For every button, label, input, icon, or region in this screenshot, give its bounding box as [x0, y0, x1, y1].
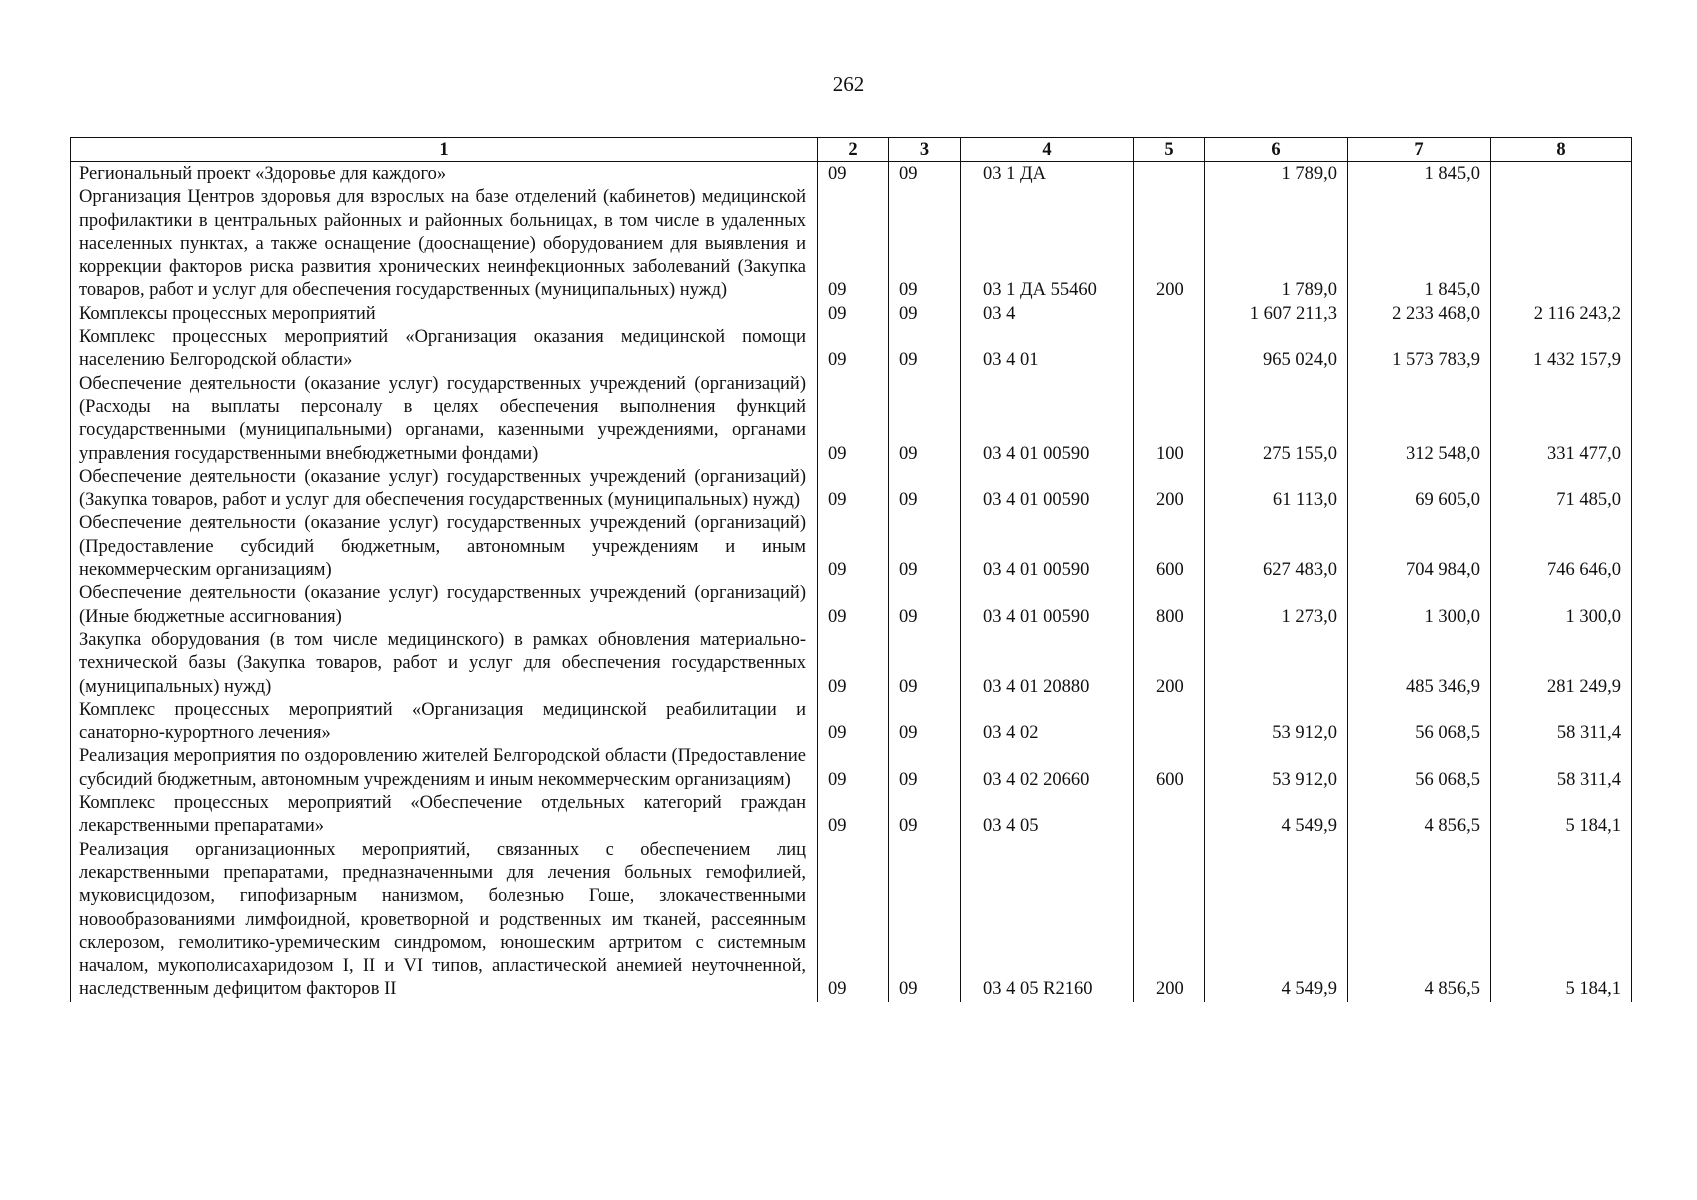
- page-number: 262: [832, 72, 865, 96]
- cell-section: 09: [818, 512, 889, 582]
- cell-section: 09: [818, 699, 889, 746]
- cell-amount-6: 1 789,0: [1205, 186, 1348, 302]
- cell-subsection: 09: [889, 629, 961, 699]
- table-row: [71, 839, 1632, 1002]
- table-row: [71, 162, 1632, 187]
- cell-subsection: 09: [889, 582, 961, 629]
- column-header: 5: [1134, 138, 1205, 162]
- column-header: 3: [889, 138, 961, 162]
- header-row: [71, 138, 1632, 162]
- table-row: [71, 373, 1632, 466]
- cell-subsection: 09: [889, 162, 961, 187]
- cell-amount-6: 1 273,0: [1205, 582, 1348, 629]
- cell-target-article: 03 4 01 00590: [961, 582, 1134, 629]
- row-description: Комплекс процессных мероприятий «Организация оказания медицинской помощи населению Белгородской области»: [71, 326, 818, 373]
- cell-section: 09: [818, 186, 889, 302]
- cell-subsection: 09: [889, 839, 961, 1002]
- cell-amount-6: 275 155,0: [1205, 373, 1348, 466]
- table-body: [71, 162, 1632, 1002]
- cell-amount-7: 69 605,0: [1348, 466, 1491, 513]
- cell-amount-6: 53 912,0: [1205, 699, 1348, 746]
- cell-subsection: 09: [889, 326, 961, 373]
- cell-amount-8: 1 300,0: [1491, 582, 1632, 629]
- table-row: [71, 326, 1632, 373]
- table-header: [71, 138, 1632, 162]
- row-description: Обеспечение деятельности (оказание услуг) государственных учреждений (организаций) (Расходы на выплаты персоналу в целях обеспечения выполнения функций государственными (муниципальными) органами, казенными учреждениями, органами управления государственными внебюджетными фондами): [71, 373, 818, 466]
- column-header: 7: [1348, 138, 1491, 162]
- cell-amount-7: 56 068,5: [1348, 745, 1491, 792]
- cell-amount-6: 1 607 211,3: [1205, 303, 1348, 326]
- row-description: Организация Центров здоровья для взрослых на базе отделений (кабинетов) медицинской профилактики в центральных районных и районных больницах, в том числе в удаленных населенных пунктах, а также оснащение (дооснащение) оборудованием для выявления и коррекции факторов риска развития хронических неинфекционных заболеваний (Закупка товаров, работ и услуг для обеспечения государственных (муниципальных) нужд): [71, 186, 818, 302]
- cell-subsection: 09: [889, 699, 961, 746]
- cell-amount-8: 746 646,0: [1491, 512, 1632, 582]
- row-description: Комплексы процессных мероприятий: [71, 303, 818, 326]
- cell-expense-type: [1134, 699, 1205, 746]
- cell-target-article: 03 4 01 00590: [961, 373, 1134, 466]
- cell-amount-6: 61 113,0: [1205, 466, 1348, 513]
- cell-subsection: 09: [889, 303, 961, 326]
- cell-amount-7: 1 845,0: [1348, 162, 1491, 187]
- cell-amount-7: 56 068,5: [1348, 699, 1491, 746]
- table-row: [71, 303, 1632, 326]
- cell-amount-8: 58 311,4: [1491, 699, 1632, 746]
- cell-subsection: 09: [889, 186, 961, 302]
- cell-amount-8: 331 477,0: [1491, 373, 1632, 466]
- cell-amount-7: 4 856,5: [1348, 839, 1491, 1002]
- cell-amount-8: 281 249,9: [1491, 629, 1632, 699]
- cell-subsection: 09: [889, 466, 961, 513]
- cell-expense-type: [1134, 162, 1205, 187]
- cell-target-article: 03 4 02: [961, 699, 1134, 746]
- row-description: Закупка оборудования (в том числе медицинского) в рамках обновления материально-технической базы (Закупка товаров, работ и услуг для обеспечения государственных (муниципальных) нужд): [71, 629, 818, 699]
- cell-amount-7: 485 346,9: [1348, 629, 1491, 699]
- cell-amount-8: [1491, 186, 1632, 302]
- cell-expense-type: 800: [1134, 582, 1205, 629]
- cell-target-article: 03 1 ДА: [961, 162, 1134, 187]
- cell-amount-8: 58 311,4: [1491, 745, 1632, 792]
- cell-amount-6: 627 483,0: [1205, 512, 1348, 582]
- row-description: Региональный проект «Здоровье для каждого»: [71, 162, 818, 187]
- row-description: Комплекс процессных мероприятий «Обеспечение отдельных категорий граждан лекарственными препаратами»: [71, 792, 818, 839]
- cell-target-article: 03 4: [961, 303, 1134, 326]
- table-row: [71, 186, 1632, 302]
- cell-amount-8: 71 485,0: [1491, 466, 1632, 513]
- cell-subsection: 09: [889, 373, 961, 466]
- column-header: 1: [71, 138, 818, 162]
- cell-amount-7: 4 856,5: [1348, 792, 1491, 839]
- column-header: 2: [818, 138, 889, 162]
- cell-amount-7: 1 573 783,9: [1348, 326, 1491, 373]
- cell-amount-6: 4 549,9: [1205, 839, 1348, 1002]
- cell-amount-7: 1 300,0: [1348, 582, 1491, 629]
- cell-section: 09: [818, 792, 889, 839]
- budget-table: [70, 137, 1632, 1002]
- cell-section: 09: [818, 582, 889, 629]
- cell-amount-8: 1 432 157,9: [1491, 326, 1632, 373]
- cell-section: 09: [818, 303, 889, 326]
- table-row: [71, 792, 1632, 839]
- cell-section: 09: [818, 326, 889, 373]
- table-row: [71, 582, 1632, 629]
- cell-expense-type: [1134, 303, 1205, 326]
- cell-amount-6: 4 549,9: [1205, 792, 1348, 839]
- cell-section: 09: [818, 466, 889, 513]
- cell-amount-7: 2 233 468,0: [1348, 303, 1491, 326]
- column-header: 6: [1205, 138, 1348, 162]
- cell-amount-6: [1205, 629, 1348, 699]
- cell-section: 09: [818, 839, 889, 1002]
- table-row: [71, 629, 1632, 699]
- table-row: [71, 512, 1632, 582]
- cell-subsection: 09: [889, 745, 961, 792]
- cell-amount-6: 53 912,0: [1205, 745, 1348, 792]
- cell-expense-type: [1134, 326, 1205, 373]
- column-header: 8: [1491, 138, 1632, 162]
- cell-amount-8: 5 184,1: [1491, 839, 1632, 1002]
- cell-target-article: 03 4 01 00590: [961, 466, 1134, 513]
- row-description: Обеспечение деятельности (оказание услуг) государственных учреждений (организаций) (Предоставление субсидий бюджетным, автономным учреждениям и иным некоммерческим организациям): [71, 512, 818, 582]
- cell-subsection: 09: [889, 512, 961, 582]
- table-row: [71, 466, 1632, 513]
- cell-subsection: 09: [889, 792, 961, 839]
- cell-expense-type: 200: [1134, 629, 1205, 699]
- cell-amount-8: 5 184,1: [1491, 792, 1632, 839]
- cell-target-article: 03 4 05 R2160: [961, 839, 1134, 1002]
- row-description: Реализация организационных мероприятий, связанных с обеспечением лиц лекарственными препаратами, предназначенными для лечения больных гемофилией, муковисцидозом, гипофизарным нанизмом, болезнью Гоше, злокачественными новообразованиями лимфоидной, кроветворной и родственных им тканей, рассеянным склерозом, гемолитико-уремическим синдромом, юношеским артритом с системным началом, мукополисахаридозом I, II и VI типов, апластической анемией неуточненной, наследственным дефицитом факторов II: [71, 839, 818, 1002]
- cell-amount-7: 1 845,0: [1348, 186, 1491, 302]
- cell-target-article: 03 4 01: [961, 326, 1134, 373]
- cell-target-article: 03 4 02 20660: [961, 745, 1134, 792]
- cell-amount-6: 1 789,0: [1205, 162, 1348, 187]
- column-header: 4: [961, 138, 1134, 162]
- cell-target-article: 03 4 05: [961, 792, 1134, 839]
- cell-section: 09: [818, 162, 889, 187]
- cell-expense-type: 600: [1134, 512, 1205, 582]
- cell-section: 09: [818, 629, 889, 699]
- table-row: [71, 745, 1632, 792]
- cell-target-article: 03 4 01 00590: [961, 512, 1134, 582]
- cell-amount-8: [1491, 162, 1632, 187]
- cell-expense-type: 600: [1134, 745, 1205, 792]
- row-description: Реализация мероприятия по оздоровлению жителей Белгородской области (Предоставление субсидий бюджетным, автономным учреждениям и иным некоммерческим организациям): [71, 745, 818, 792]
- cell-expense-type: 200: [1134, 839, 1205, 1002]
- cell-expense-type: 200: [1134, 466, 1205, 513]
- cell-expense-type: 200: [1134, 186, 1205, 302]
- row-description: Обеспечение деятельности (оказание услуг) государственных учреждений (организаций) (Закупка товаров, работ и услуг для обеспечения государственных (муниципальных) нужд): [71, 466, 818, 513]
- table-row: [71, 699, 1632, 746]
- cell-section: 09: [818, 373, 889, 466]
- cell-amount-7: 312 548,0: [1348, 373, 1491, 466]
- cell-target-article: 03 4 01 20880: [961, 629, 1134, 699]
- row-description: Комплекс процессных мероприятий «Организация медицинской реабилитации и санаторно-курортного лечения»: [71, 699, 818, 746]
- cell-amount-7: 704 984,0: [1348, 512, 1491, 582]
- cell-section: 09: [818, 745, 889, 792]
- cell-amount-6: 965 024,0: [1205, 326, 1348, 373]
- row-description: Обеспечение деятельности (оказание услуг) государственных учреждений (организаций) (Иные бюджетные ассигнования): [71, 582, 818, 629]
- cell-expense-type: 100: [1134, 373, 1205, 466]
- cell-target-article: 03 1 ДА 55460: [961, 186, 1134, 302]
- cell-amount-8: 2 116 243,2: [1491, 303, 1632, 326]
- cell-expense-type: [1134, 792, 1205, 839]
